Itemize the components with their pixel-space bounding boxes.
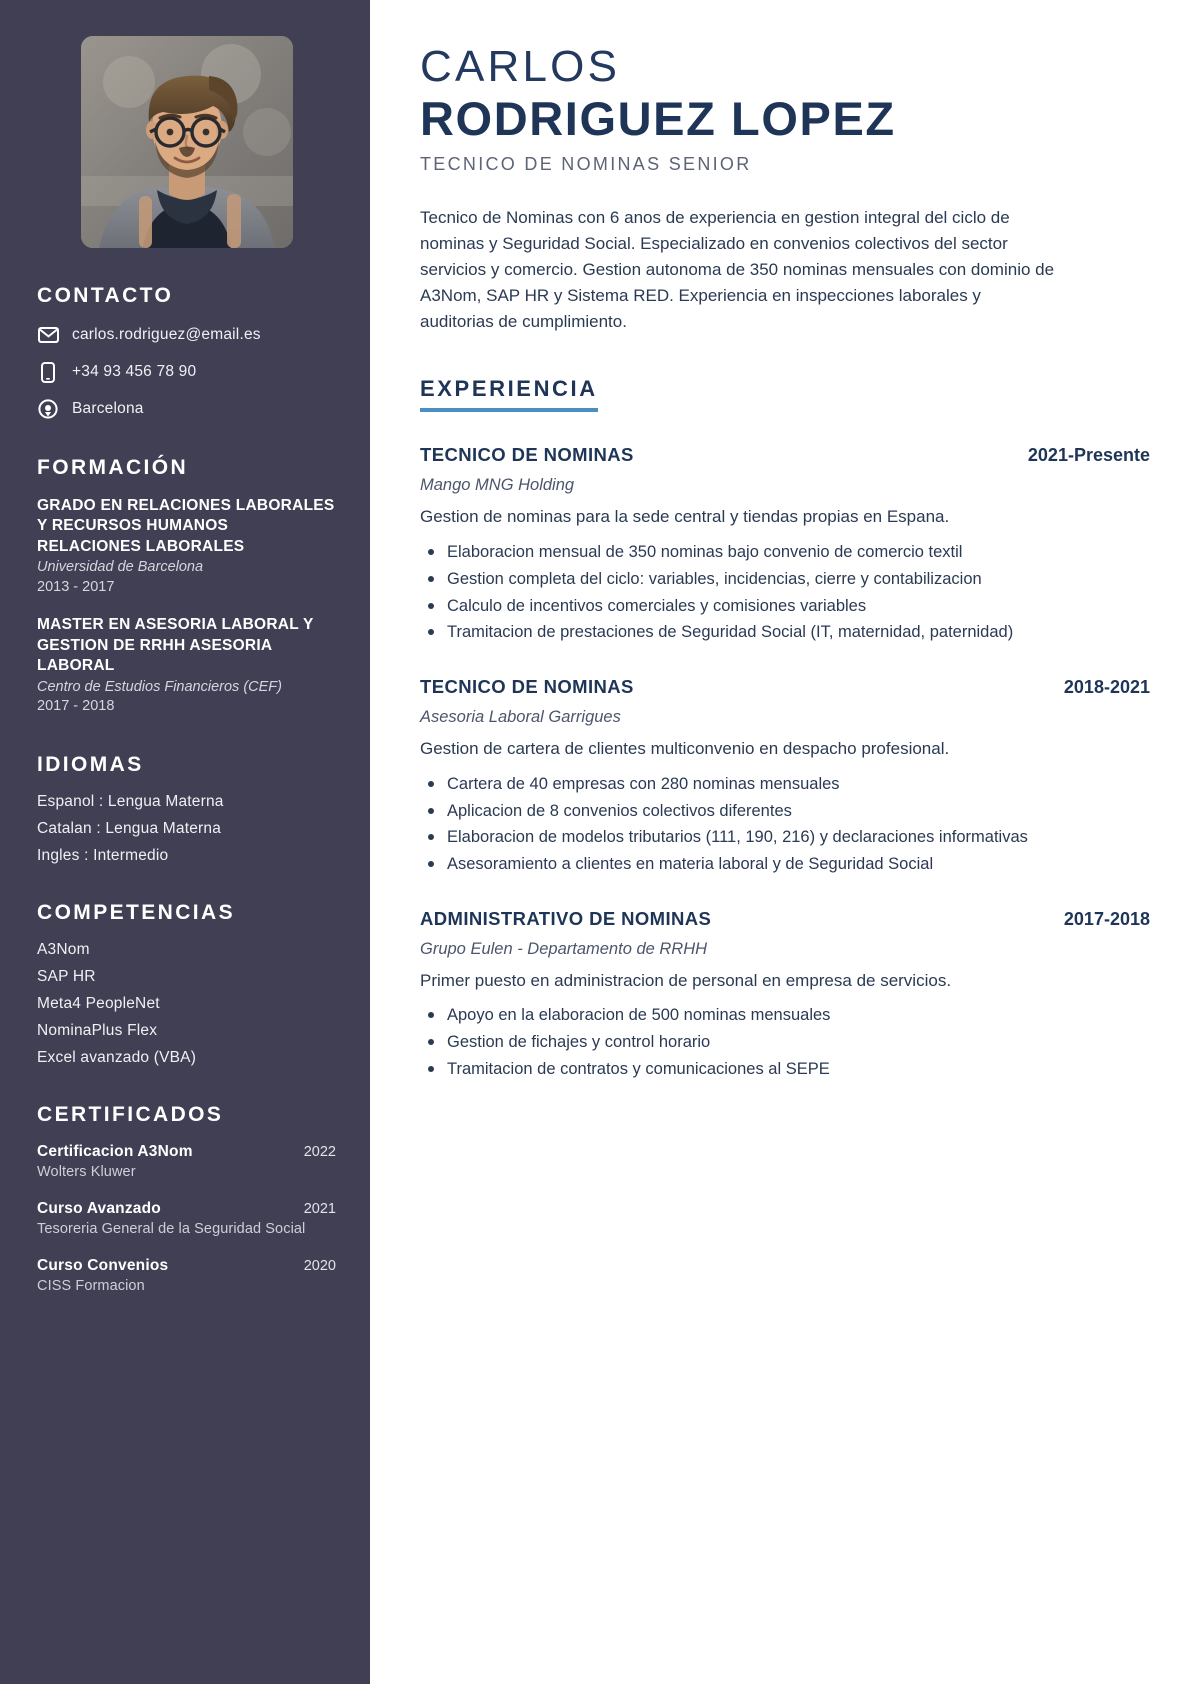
certificate-item — [37, 1257, 336, 1294]
contact-email-row[interactable] — [37, 324, 336, 346]
experience-entry — [420, 676, 1150, 876]
education-school: Universidad de Barcelona — [37, 559, 204, 576]
experience-bullet: Tramitacion de contratos y comunicaciones al SEPE — [420, 1058, 1150, 1081]
experience-dates: 2018-2021 — [1063, 677, 1150, 698]
experience-role: ADMINISTRATIVO DE NOMINAS — [420, 907, 712, 929]
experience-company: Mango MNG Holding — [420, 476, 575, 495]
competencias-heading: COMPETENCIAS — [37, 900, 235, 924]
experience-role: TECNICO DE NOMINAS — [420, 676, 634, 698]
certificate-item — [37, 1143, 336, 1180]
experience-dates: 2017-2018 — [1063, 908, 1150, 929]
certificate-name: Certificacion A3Nom — [37, 1142, 193, 1160]
certificate-year: 2022 — [303, 1143, 336, 1160]
education-school: Centro de Estudios Financieros (CEF) — [37, 678, 282, 695]
experience-description: Primer puesto en administracion de personal en empresa de servicios. — [420, 970, 952, 990]
main-content — [370, 0, 1190, 1684]
language-item: Catalan : Lengua Materna — [37, 819, 222, 837]
experience-bullet: Gestion completa del ciclo: variables, incidencias, cierre y contabilizacion — [420, 568, 1150, 591]
certificate-name: Curso Convenios — [37, 1256, 169, 1274]
experience-description: Gestion de cartera de clientes multiconvenio en despacho profesional. — [420, 739, 950, 759]
certificados-heading: CERTIFICADOS — [37, 1102, 224, 1126]
contacto-heading: CONTACTO — [37, 284, 174, 307]
education-item — [37, 615, 336, 716]
location-pin-icon — [37, 398, 59, 420]
experience-bullet: Cartera de 40 empresas con 280 nominas mensuales — [420, 773, 1150, 796]
skill-item: Meta4 PeopleNet — [37, 994, 160, 1012]
job-title: TECNICO DE NOMINAS SENIOR — [420, 154, 752, 175]
experience-description: Gestion de nominas para la sede central y tiendas propias en Espana. — [420, 507, 950, 527]
skill-item: SAP HR — [37, 967, 96, 985]
certificate-org: CISS Formacion — [37, 1277, 145, 1294]
contact-phone-row[interactable] — [37, 361, 336, 383]
certificate-org: Wolters Kluwer — [37, 1163, 136, 1180]
experience-bullet: Gestion de fichajes y control horario — [420, 1031, 1150, 1054]
experience-bullet: Asesoramiento a clientes en materia laboral y de Seguridad Social — [420, 853, 1150, 876]
experience-bullets — [420, 773, 1150, 876]
contact-phone-value: +34 93 456 78 90 — [72, 363, 197, 380]
experiencia-heading: EXPERIENCIA — [420, 376, 598, 412]
contact-location-row[interactable] — [37, 398, 336, 420]
experience-entry — [420, 908, 1150, 1081]
experience-dates: 2021-Presente — [1027, 445, 1150, 466]
idiomas-heading: IDIOMAS — [37, 752, 144, 776]
education-degree: MASTER EN ASESORIA LABORAL Y GESTION DE RRHH ASESORIA LABORAL — [37, 616, 314, 675]
experience-entry — [420, 444, 1150, 644]
certificate-org: Tesoreria General de la Seguridad Social — [37, 1220, 306, 1237]
sidebar — [0, 0, 370, 1684]
experience-company: Asesoria Laboral Garrigues — [420, 708, 621, 727]
experience-company: Grupo Eulen - Departamento de RRHH — [420, 939, 708, 958]
contact-location-value: Barcelona — [72, 400, 144, 417]
certificate-item — [37, 1200, 336, 1237]
language-item: Ingles : Intermedio — [37, 846, 169, 864]
experience-bullets — [420, 1004, 1150, 1080]
experience-bullet: Tramitacion de prestaciones de Seguridad Social (IT, maternidad, paternidad) — [420, 621, 1150, 644]
formacion-heading: FORMACIÓN — [37, 456, 189, 479]
first-name: CARLOS — [420, 42, 621, 91]
education-item — [37, 496, 336, 597]
experience-bullet: Aplicacion de 8 convenios colectivos diferentes — [420, 800, 1150, 823]
certificate-name: Curso Avanzado — [37, 1199, 161, 1217]
contact-email-value: carlos.rodriguez@email.es — [72, 326, 261, 343]
phone-icon — [37, 361, 59, 383]
education-years: 2017 - 2018 — [37, 698, 115, 715]
professional-summary: Tecnico de Nominas con 6 anos de experiencia en gestion integral del ciclo de nominas y Seguridad Social. Especializado en convenios colectivos del sector servicios y comercio. Gestion autonoma de 350 nominas mensuales con dominio de A3Nom, SAP HR y Sistema RED. Experiencia en inspecciones laborales y auditorias de cumplimiento. — [420, 208, 1055, 331]
experience-bullet: Elaboracion mensual de 350 nominas bajo convenio de comercio textil — [420, 541, 1150, 564]
education-degree: GRADO EN RELACIONES LABORALES Y RECURSOS HUMANOS RELACIONES LABORALES — [37, 497, 335, 555]
profile-photo — [81, 36, 293, 248]
envelope-icon — [37, 324, 59, 346]
education-years: 2013 - 2017 — [37, 578, 115, 595]
last-name: RODRIGUEZ LOPEZ — [420, 91, 896, 145]
language-item: Espanol : Lengua Materna — [37, 792, 224, 810]
experience-bullet: Apoyo en la elaboracion de 500 nominas mensuales — [420, 1004, 1150, 1027]
experience-bullet: Elaboracion de modelos tributarios (111, 190, 216) y declaraciones informativas — [420, 826, 1150, 849]
certificate-year: 2021 — [303, 1200, 336, 1217]
skill-item: NominaPlus Flex — [37, 1021, 158, 1039]
certificate-year: 2020 — [303, 1257, 336, 1274]
experience-bullet: Calculo de incentivos comerciales y comisiones variables — [420, 595, 1150, 618]
skill-item: Excel avanzado (VBA) — [37, 1048, 197, 1066]
skill-item: A3Nom — [37, 940, 90, 958]
experience-bullets — [420, 541, 1150, 644]
experience-role: TECNICO DE NOMINAS — [420, 444, 634, 466]
